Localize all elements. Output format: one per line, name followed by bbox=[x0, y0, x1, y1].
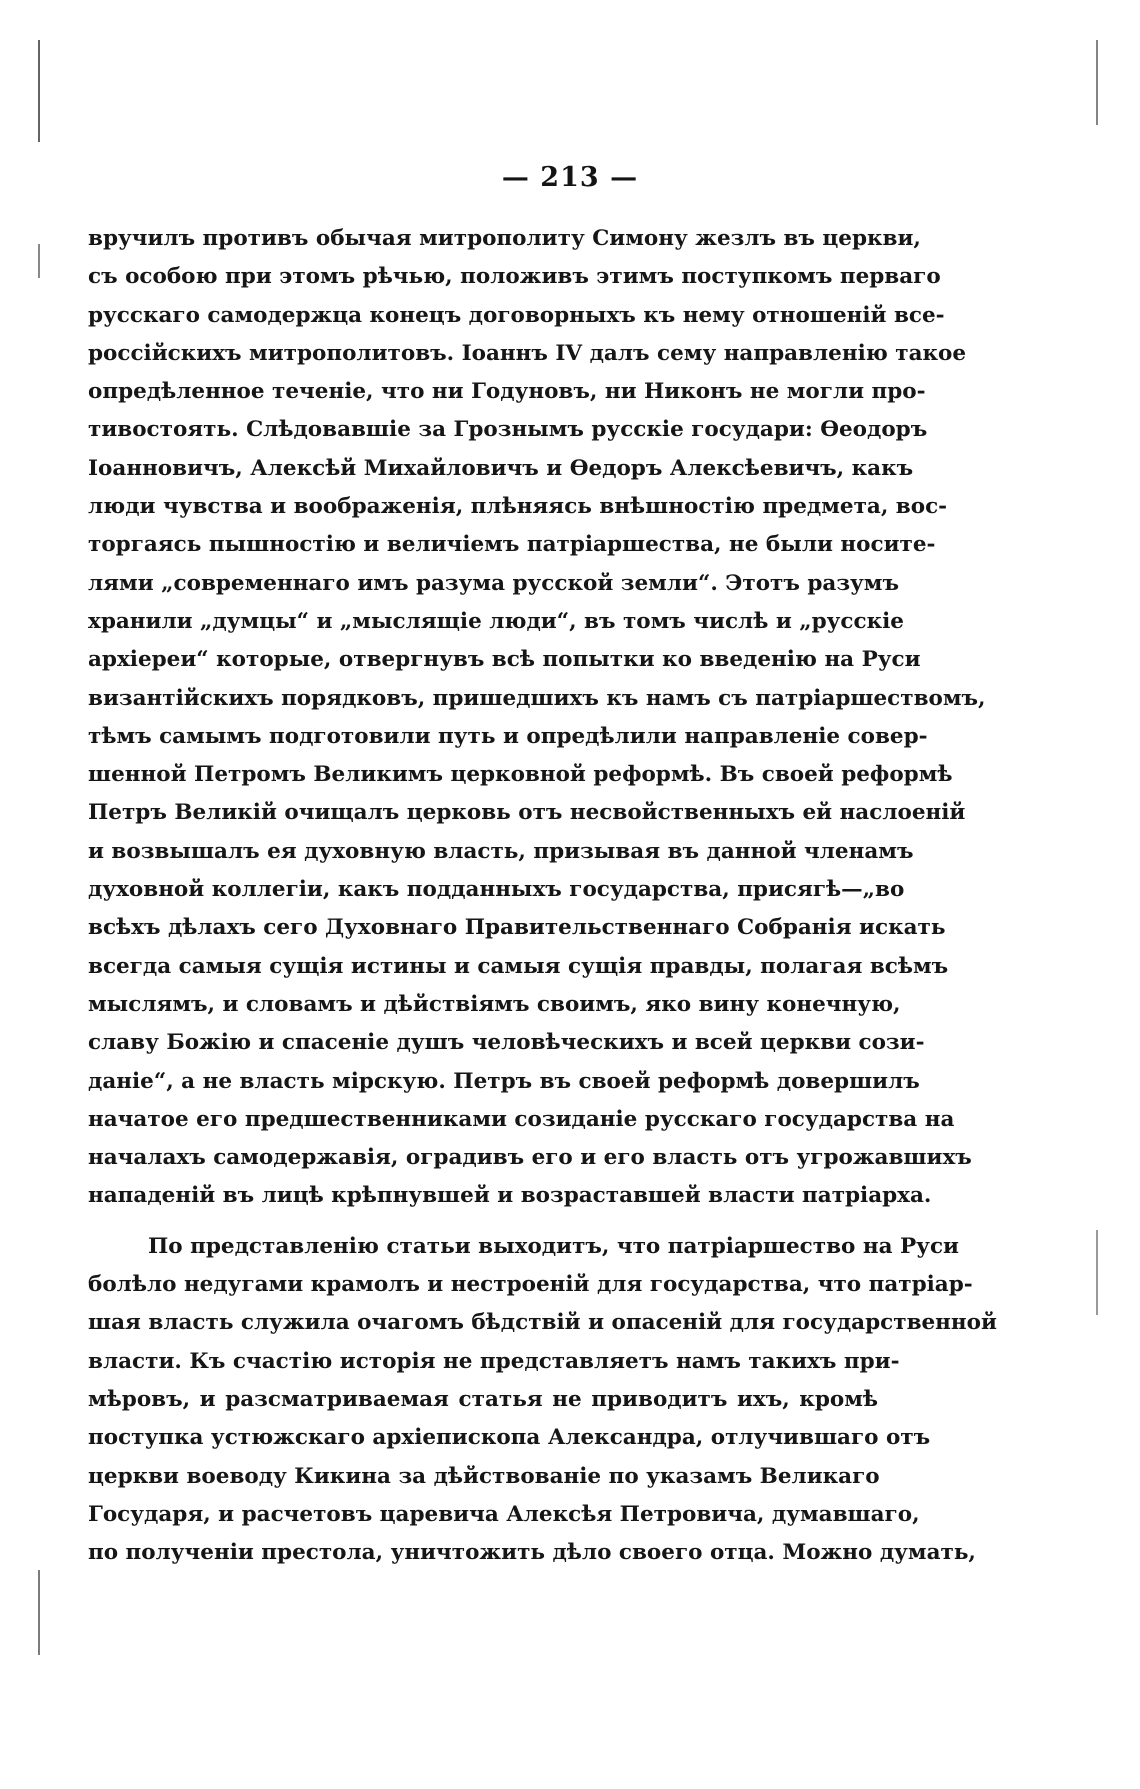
text-line: славу Божiю и спасенiе душъ человѣческихъ и всей церкви сози- bbox=[88, 1030, 925, 1056]
text-line: данiе“, а не власть мiрскую. Петръ въ своей реформѣ довершилъ bbox=[88, 1068, 920, 1094]
text-line: тѣмъ самымъ подготовили путь и опредѣлили направленiе совер- bbox=[88, 723, 928, 749]
text-line: шенной Петромъ Великимъ церковной реформѣ. Въ своей реформѣ bbox=[88, 762, 953, 788]
text-line: всѣхъ дѣлахъ сего Духовнаго Правительственнаго Собранiя искать bbox=[88, 915, 946, 941]
text-line: по полученiи престола, уничтожить дѣло своего отца. Можно думать, bbox=[88, 1540, 976, 1566]
text-line: лями „современнаго имъ разума русской земли“. Этотъ разумъ bbox=[88, 570, 899, 596]
text-line: архiереи“ которые, отвергнувъ всѣ попытки ко введенiю на Руси bbox=[88, 647, 921, 673]
text-body bbox=[88, 220, 997, 1572]
text-line: и возвышалъ ея духовную власть, призывая въ данной членамъ bbox=[88, 838, 914, 864]
text-line: Петръ Великiй очищалъ церковь отъ несвойственныхъ ей наслоенiй bbox=[88, 800, 966, 826]
text-line: По представленiю статьи выходитъ, что патрiаршество на Руси bbox=[148, 1233, 959, 1259]
paragraph-1 bbox=[88, 220, 986, 1216]
paragraph-2 bbox=[88, 1228, 997, 1573]
text-line: всегда самыя сущiя истины и самыя сущiя правды, полагая всѣмъ bbox=[88, 953, 949, 979]
scan-edge-left bbox=[38, 40, 40, 1740]
paragraph-gap bbox=[88, 1216, 878, 1228]
text-line: мѣровъ, и разсматриваемая статья не приводитъ ихъ, кромѣ bbox=[88, 1386, 878, 1412]
text-line: Государя, и расчетовъ царевича Алексѣя Петровича, думавшаго, bbox=[88, 1501, 920, 1527]
text-line: нападенiй въ лицѣ крѣпнувшей и возраставшей власти патрiарха. bbox=[88, 1183, 932, 1209]
text-line: хранили „думцы“ и „мыслящiе люди“, въ томъ числѣ и „русскiе bbox=[88, 608, 904, 634]
text-line: мыслямъ, и словамъ и дѣйствiямъ своимъ, яко вину конечную, bbox=[88, 991, 901, 1017]
text-line: поступка устюжскаго архiепископа Александра, отлучившаго отъ bbox=[88, 1425, 931, 1451]
page-number: — 213 — bbox=[501, 162, 639, 193]
text-line: шая власть служила очагомъ бѣдствiй и опасенiй для государственной bbox=[88, 1310, 997, 1336]
text-line: тивостоять. Слѣдовавшiе за Грознымъ русскiе государи: Ѳеодоръ bbox=[88, 417, 928, 443]
text-line: россiйскихъ митрополитовъ. Iоаннъ IV далъ сему направленiю такое bbox=[88, 340, 967, 366]
text-line: вручилъ противъ обычая митрополиту Симону жезлъ въ церкви, bbox=[88, 226, 921, 251]
text-line: церкви воеводу Кикина за дѣйствованiе по указамъ Великаго bbox=[88, 1463, 880, 1489]
text-line: византiйскихъ порядковъ, пришедшихъ къ намъ съ патрiаршествомъ, bbox=[88, 685, 986, 711]
scan-edge-right bbox=[1096, 40, 1098, 1740]
text-line: начатое его предшественниками созиданiе русскаго государства на bbox=[88, 1106, 955, 1132]
text-line: Iоанновичъ, Алексѣй Михайловичъ и Ѳедоръ Алексѣевичъ, какъ bbox=[88, 455, 914, 481]
text-line: съ особою при этомъ рѣчью, положивъ этимъ поступкомъ перваго bbox=[88, 264, 941, 290]
text-line: опредѣленное теченiе, что ни Годуновъ, ни Никонъ не могли про- bbox=[88, 379, 926, 405]
text-line: началахъ самодержавiя, оградивъ его и его власть отъ угрожавшихъ bbox=[88, 1145, 972, 1171]
text-line: власти. Къ счастiю исторiя не представляетъ намъ такихъ при- bbox=[88, 1348, 900, 1374]
text-line: русскаго самодержца конецъ договорныхъ къ нему отношенiй все- bbox=[88, 302, 945, 328]
text-line: торгаясь пышностiю и величiемъ патрiаршества, не были носите- bbox=[88, 532, 936, 558]
text-line: болѣло недугами крамолъ и нестроенiй для государства, что патрiар- bbox=[88, 1272, 973, 1298]
text-line: люди чувства и воображенiя, плѣняясь внѣшностiю предмета, вос- bbox=[88, 494, 948, 520]
text-line: духовной коллегiи, какъ подданныхъ государства, присягѣ—„во bbox=[88, 877, 905, 903]
